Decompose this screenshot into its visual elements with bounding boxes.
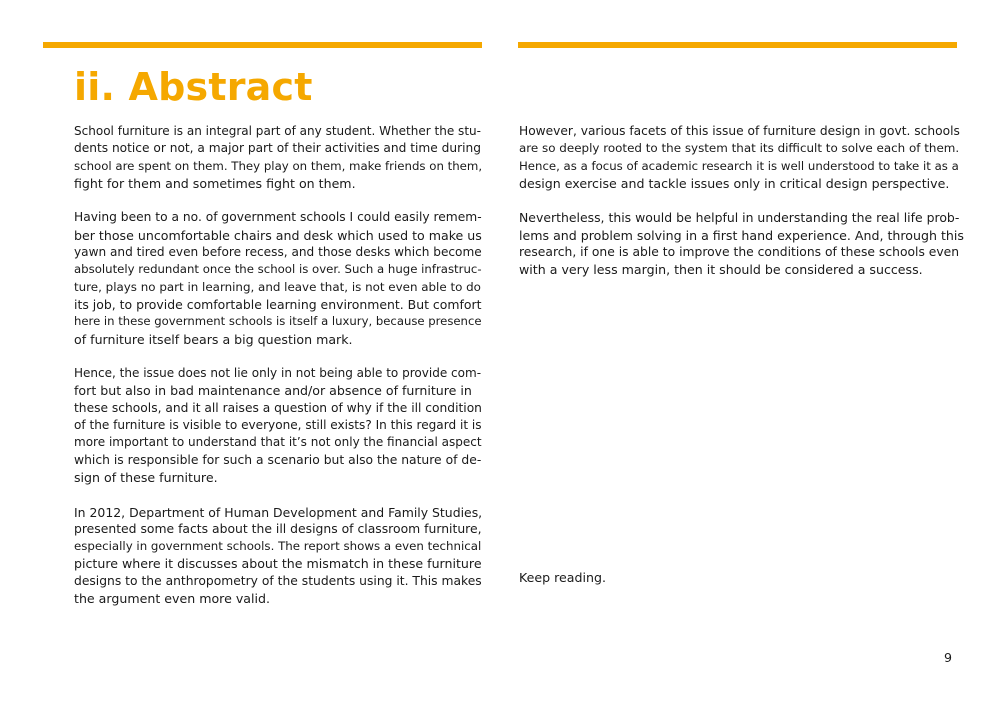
text-line: ture, plays no part in learning, and leave that, is not even able to do (74, 279, 481, 294)
text-line: However, various facets of this issue of furniture design in govt. schools (519, 124, 960, 138)
text-line: of the furniture is visible to everyone, still exists? In this regard it is (74, 418, 482, 433)
text-line: dents notice or not, a major part of their activities and time during (74, 141, 481, 156)
text-line: ber those uncomfortable chairs and desk which used to make us (74, 227, 482, 243)
text-line: the argument even more valid. (74, 591, 270, 607)
keep-reading-text: Keep reading. (519, 570, 606, 585)
text-line: In 2012, Department of Human Development and Family Studies, (74, 504, 483, 520)
text-line: with a very less margin, then it should be considered a success. (519, 262, 923, 278)
text-line: Having been to a no. of government schools I could easily remem- (74, 210, 482, 225)
page-number: 9 (944, 650, 953, 665)
accent-rule-left (43, 42, 482, 48)
left-column (74, 123, 486, 625)
text-line: research, if one is able to improve the conditions of these schools even (519, 245, 960, 260)
text-line: these schools, and it all raises a question of why if the ill condition (74, 400, 482, 415)
text-line: fort but also in bad maintenance and/or absence of furniture in (74, 383, 472, 399)
text-line: Hence, the issue does not lie only in not being able to provide com- (74, 366, 482, 381)
paragraph (74, 365, 486, 486)
text-line: fight for them and sometimes fight on them. (74, 175, 356, 191)
text-line: School furniture is an integral part of any student. Whether the stu- (74, 124, 481, 138)
text-line: school are spent on them. They play on them, make friends on them, (74, 158, 483, 173)
right-column (519, 123, 964, 296)
text-line: of furniture itself bears a big question mark. (74, 331, 353, 347)
text-line: sign of these furniture. (74, 469, 218, 485)
text-line: Nevertheless, this would be helpful in understanding the real life prob- (519, 210, 960, 226)
text-line: presented some facts about the ill designs of classroom furniture, (74, 521, 482, 536)
page-title: ii. Abstract (74, 65, 313, 109)
text-line: are so deeply rooted to the system that its difficult to solve each of them. (519, 141, 960, 156)
text-line: designs to the anthropometry of the students using it. This makes (74, 573, 482, 588)
paragraph (74, 123, 486, 192)
text-line: lems and problem solving in a first hand experience. And, through this (519, 227, 964, 243)
text-line: design exercise and tackle issues only in critical design perspective. (519, 175, 950, 191)
text-line: absolutely redundant once the school is over. Such a huge infrastruc- (74, 262, 482, 277)
paragraph (519, 123, 964, 192)
accent-rule-right (518, 42, 957, 48)
text-line: picture where it discusses about the mismatch in these furniture (74, 556, 482, 572)
text-line: more important to understand that it’s not only the financial aspect (74, 435, 482, 450)
text-line: yawn and tired even before recess, and those desks which become (74, 245, 482, 260)
text-line: especially in government schools. The report shows a even technical (74, 539, 482, 554)
paragraph (74, 209, 486, 347)
text-line: Hence, as a focus of academic research it is well understood to take it as a (519, 158, 959, 173)
paragraph (74, 504, 486, 608)
text-line: its job, to provide comfortable learning environment. But comfort (74, 296, 482, 312)
text-line: which is responsible for such a scenario but also the nature of de- (74, 452, 482, 467)
text-line: here in these government schools is itself a luxury, because presence (74, 314, 482, 329)
paragraph (519, 209, 964, 278)
